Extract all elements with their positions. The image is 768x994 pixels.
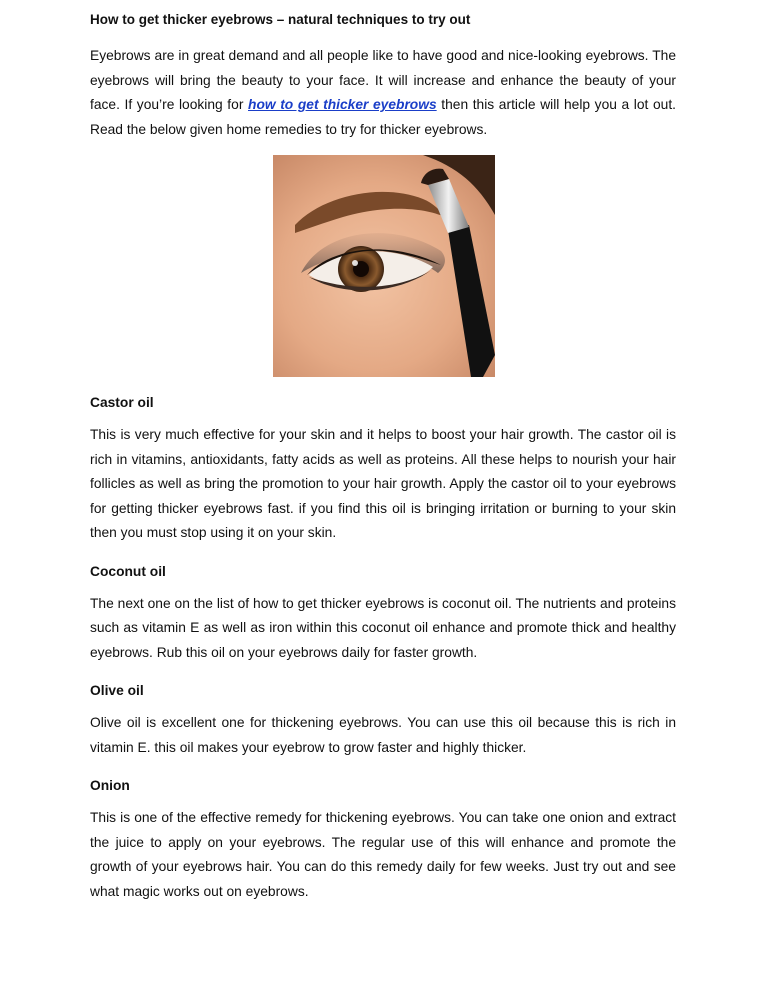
section-text-olive-oil: Olive oil is excellent one for thickening eyebrows. You can use this oil because this is rich in vitamin E. this oil makes your eyebrow to grow faster and highly thicker. bbox=[90, 715, 676, 755]
document-page bbox=[90, 10, 676, 904]
thicker-eyebrows-link[interactable]: how to get thicker eyebrows bbox=[248, 97, 437, 112]
article-title: How to get thicker eyebrows – natural techniques to try out bbox=[90, 12, 471, 27]
eye-highlight bbox=[352, 260, 358, 266]
section-heading-olive-oil: Olive oil bbox=[90, 683, 144, 698]
eye-illustration bbox=[273, 155, 495, 377]
intro-text-after: then this article will help you a lot out. Read the below given home remedies to try for thicker eyebrows. bbox=[90, 97, 676, 137]
section-heading-castor-oil: Castor oil bbox=[90, 395, 154, 410]
intro-text-before: Eyebrows are in great demand and all people like to have good and nice-looking eyebrows. The eyebrows will bring the beauty to your face. It will increase and enhance the beauty of your face. If you’re looking for bbox=[90, 48, 676, 112]
section-text-onion: This is one of the effective remedy for thickening eyebrows. You can take one onion and extract the juice to apply on your eyebrows. The regular use of this will enhance and promote the growth of your eyebrows hair. You can do this remedy daily for few weeks. Just try out and see what magic works out on eyebrows. bbox=[90, 810, 676, 899]
section-heading-onion: Onion bbox=[90, 778, 130, 793]
section-text-castor-oil: This is very much effective for your skin and it helps to boost your hair growth. The castor oil is rich in vitamins, antioxidants, fatty acids as well as proteins. All these helps to nourish your hair follicles as well as bring the promotion to your hair growth. Apply the castor oil to your eyebrows for getting thicker eyebrows fast. if you find this oil is bringing irritation or burning to your skin then you must stop using it on your skin. bbox=[90, 427, 676, 540]
section-text-coconut-oil: The next one on the list of how to get thicker eyebrows is coconut oil. The nutrients and proteins such as vitamin E as well as iron within this coconut oil enhance and promote thick and healthy eyebrows. Rub this oil on your eyebrows daily for faster growth. bbox=[90, 595, 676, 660]
section-heading-coconut-oil: Coconut oil bbox=[90, 563, 166, 579]
intro-paragraph bbox=[90, 44, 676, 142]
eyebrow-photo bbox=[273, 155, 495, 377]
